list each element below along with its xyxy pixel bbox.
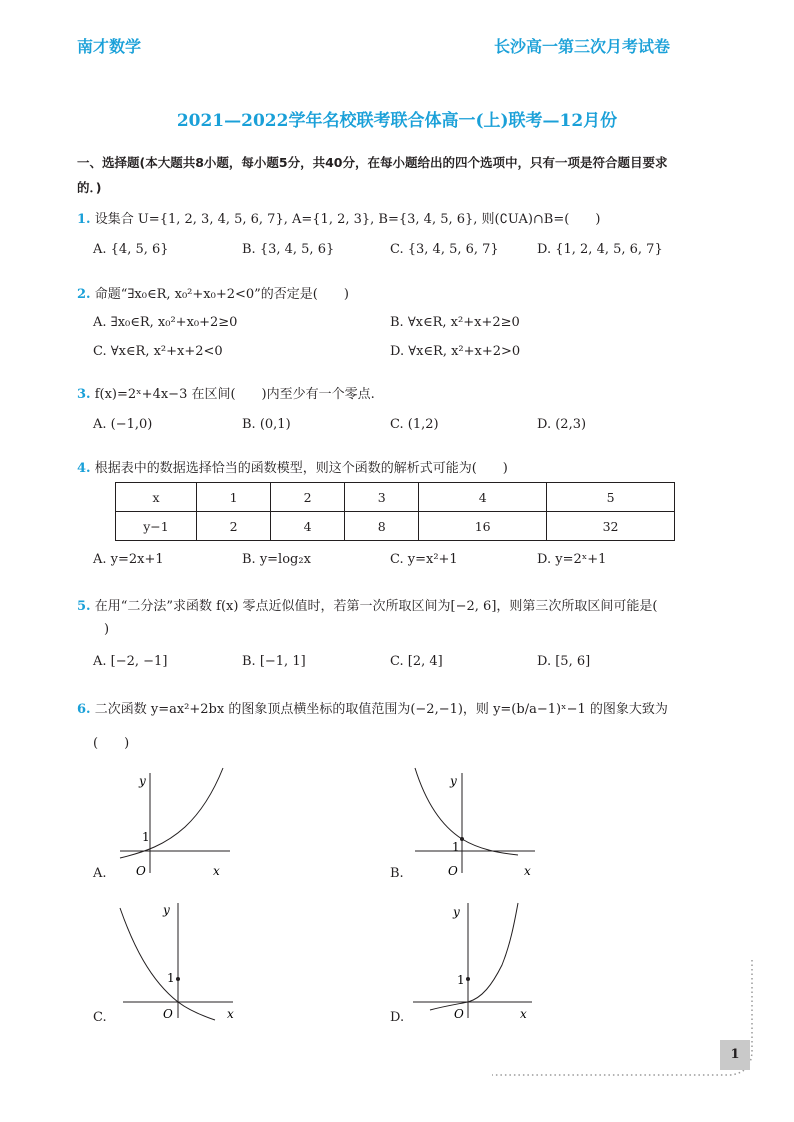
question-text: 命题“∃x₀∈R, x₀²+x₀+2<0”的否定是( ) <box>94 287 349 302</box>
one-label: 1 <box>167 971 175 985</box>
table-cell: 32 <box>547 512 675 541</box>
table-cell: 3 <box>345 483 419 512</box>
q5-option-a: A. [−2, −1] <box>93 654 168 669</box>
question-3 <box>77 383 375 402</box>
origin-label: O <box>454 1007 464 1021</box>
origin-label: O <box>136 864 146 878</box>
q1-option-b: B. {3, 4, 5, 6} <box>242 242 335 257</box>
graph-b-label: B. <box>390 866 404 881</box>
x-label: x <box>213 864 220 878</box>
question-text: f(x)=2ˣ+4x−3 在区间( )内至少有一个零点. <box>94 387 375 402</box>
section-instructions <box>77 150 717 200</box>
q5-option-d: D. [5, 6] <box>537 654 591 669</box>
q2-option-b: B. ∀x∈R, x²+x+2≥0 <box>390 315 520 330</box>
graph-d-label: D. <box>390 1010 405 1025</box>
origin-label: O <box>448 864 458 878</box>
one-label: 1 <box>452 840 460 854</box>
point-one <box>466 977 470 981</box>
q3-option-a: A. (−1,0) <box>93 417 153 432</box>
header-left: 南才数学 <box>77 37 142 56</box>
table-cell: 2 <box>197 512 271 541</box>
q2-option-c: C. ∀x∈R, x²+x+2<0 <box>93 344 223 359</box>
dotted-border <box>492 960 752 1075</box>
table-cell: 5 <box>547 483 675 512</box>
x-label: x <box>524 864 531 878</box>
section-line-1: 一、选择题(本大题共8小题，每小题5分，共40分，在每小题给出的四个选项中，只有一项是符合题目要求 <box>77 155 668 170</box>
q5-option-c: C. [2, 4] <box>390 654 443 669</box>
one-label: 1 <box>457 973 465 987</box>
question-6 <box>77 698 668 717</box>
q5-option-b: B. [−1, 1] <box>242 654 306 669</box>
q1-option-d: D. {1, 2, 4, 5, 6, 7} <box>537 242 663 257</box>
question-6-continued: ( ) <box>93 736 130 751</box>
origin-label: O <box>163 1007 173 1021</box>
graph-c-label: C. <box>93 1010 107 1025</box>
graph-c <box>115 900 250 1025</box>
question-number: 1. <box>77 212 91 227</box>
q4-option-c: C. y=x²+1 <box>390 552 458 567</box>
q3-option-d: D. (2,3) <box>537 417 587 432</box>
one-label: 1 <box>142 830 150 844</box>
y-label: y <box>163 903 170 917</box>
question-4 <box>77 457 508 476</box>
question-number: 6. <box>77 702 91 717</box>
curve <box>120 908 215 1020</box>
x-label: x <box>520 1007 527 1021</box>
q4-option-d: D. y=2ˣ+1 <box>537 552 607 567</box>
table-cell: 2 <box>271 483 345 512</box>
intercept-point <box>460 837 464 841</box>
table-cell: 1 <box>197 483 271 512</box>
question-text: 在用“二分法”求函数 f(x) 零点近似值时，若第一次所取区间为[−2, 6]，则第三次所取区间可能是( <box>94 599 658 614</box>
table-cell: 8 <box>345 512 419 541</box>
header-right: 长沙高一第三次月考试卷 <box>494 37 671 56</box>
q2-option-a: A. ∃x₀∈R, x₀²+x₀+2≥0 <box>93 315 238 330</box>
point-one <box>176 977 180 981</box>
graph-a <box>115 765 235 880</box>
table-cell: y−1 <box>116 512 197 541</box>
y-label: y <box>450 774 457 788</box>
y-label: y <box>453 905 460 919</box>
x-label: x <box>227 1007 234 1021</box>
question-5 <box>77 595 657 614</box>
question-text: 设集合 U={1, 2, 3, 4, 5, 6, 7}, A={1, 2, 3}, B={3, 4, 5, 6}, 则(∁UA)∩B=( ) <box>94 212 601 227</box>
table-cell: 4 <box>419 483 547 512</box>
question-text: 根据表中的数据选择恰当的函数模型，则这个函数的解析式可能为( ) <box>94 461 508 476</box>
graph-a-label: A. <box>93 866 107 881</box>
table-cell: 4 <box>271 512 345 541</box>
question-2 <box>77 283 349 302</box>
q3-option-b: B. (0,1) <box>242 417 291 432</box>
q2-option-d: D. ∀x∈R, x²+x+2>0 <box>390 344 521 359</box>
y-label: y <box>139 774 146 788</box>
q4-option-b: B. y=log₂x <box>242 552 311 567</box>
q3-option-c: C. (1,2) <box>390 417 439 432</box>
q1-option-a: A. {4, 5, 6} <box>93 242 169 257</box>
curve <box>120 768 223 858</box>
page-title: 2021—2022学年名校联考联合体高一(上)联考—12月份 <box>176 111 618 131</box>
table-row <box>116 512 675 541</box>
table-cell: x <box>116 483 197 512</box>
data-table <box>115 482 675 541</box>
question-number: 3. <box>77 387 91 402</box>
question-1 <box>77 208 600 227</box>
section-line-2: 的．) <box>77 180 102 195</box>
question-number: 2. <box>77 287 91 302</box>
table-row <box>116 483 675 512</box>
q4-option-a: A. y=2x+1 <box>93 552 164 567</box>
graph-b <box>410 765 540 880</box>
question-number: 5. <box>77 599 91 614</box>
table-cell: 16 <box>419 512 547 541</box>
q1-option-c: C. {3, 4, 5, 6, 7} <box>390 242 499 257</box>
curve <box>415 768 518 855</box>
question-5-continued: ) <box>104 622 110 637</box>
question-number: 4. <box>77 461 91 476</box>
question-text: 二次函数 y=ax²+2bx 的图象顶点横坐标的取值范围为(−2,−1)，则 y=(b/a−1)ˣ−1 的图象大致为 <box>94 702 668 717</box>
page-number: 1 <box>720 1040 750 1070</box>
